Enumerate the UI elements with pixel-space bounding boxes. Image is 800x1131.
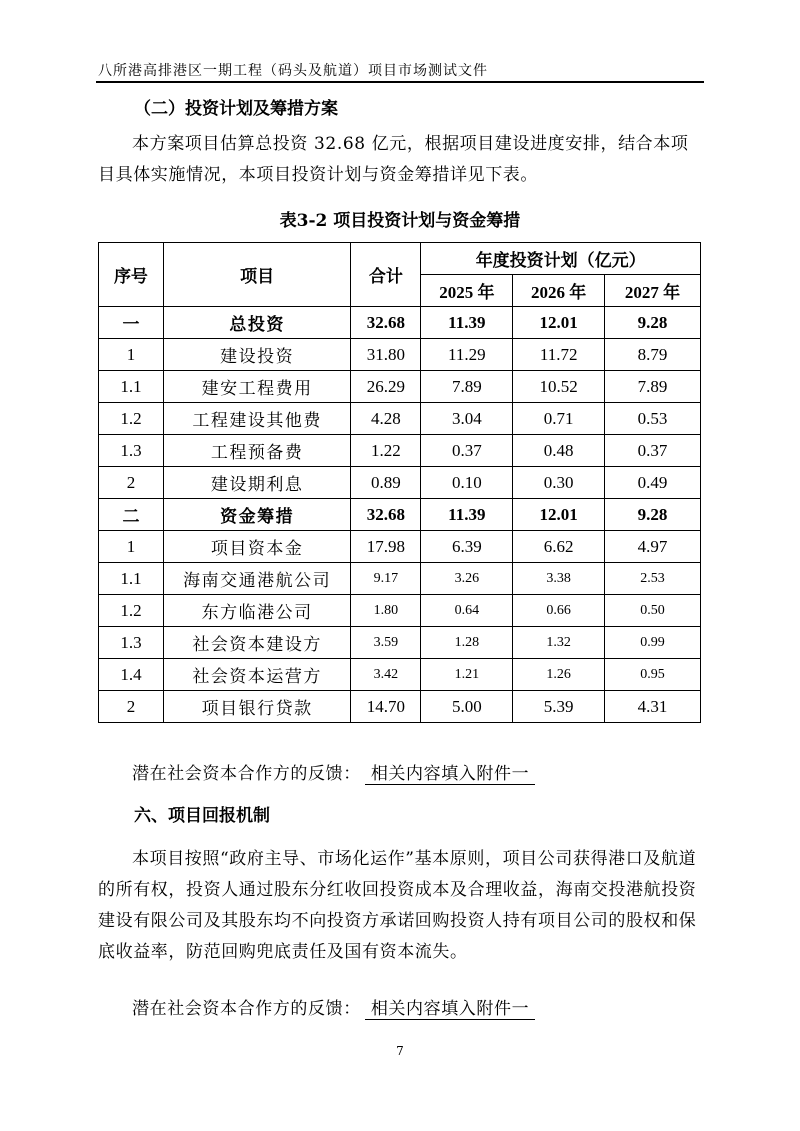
- cell-2027: 7.89: [605, 371, 701, 403]
- table-row: [99, 499, 701, 531]
- cell-2026: 3.38: [513, 563, 605, 595]
- table-row: [99, 595, 701, 627]
- cell-item: 建设期利息: [163, 467, 351, 499]
- cell-2026: 0.30: [513, 467, 605, 499]
- section-heading-return-mechanism: 六、项目回报机制: [134, 806, 270, 826]
- cell-2026: 11.72: [513, 339, 605, 371]
- table-row: [99, 563, 701, 595]
- cell-2025: 6.39: [421, 531, 513, 563]
- cell-2027: 2.53: [605, 563, 701, 595]
- table-caption: 表3-2 项目投资计划与资金筹措: [279, 211, 521, 231]
- table-row: [99, 403, 701, 435]
- cell-2026: 0.48: [513, 435, 605, 467]
- cell-no: 1: [99, 531, 164, 563]
- cell-2025: 11.29: [421, 339, 513, 371]
- cell-total: 9.17: [351, 563, 421, 595]
- cell-2027: 0.95: [605, 659, 701, 691]
- table-row: [99, 435, 701, 467]
- feedback-label: 潜在社会资本合作方的反馈：: [132, 999, 361, 1019]
- cell-no: 二: [99, 499, 164, 531]
- cell-total: 1.22: [351, 435, 421, 467]
- cell-2027: 0.99: [605, 627, 701, 659]
- cell-no: 1.3: [99, 435, 164, 467]
- header-no: 序号: [99, 243, 164, 307]
- cell-no: 1.3: [99, 627, 164, 659]
- cell-2025: 7.89: [421, 371, 513, 403]
- cell-total: 26.29: [351, 371, 421, 403]
- cell-no: 2: [99, 467, 164, 499]
- cell-no: 2: [99, 691, 164, 723]
- header-item: 项目: [163, 243, 351, 307]
- cell-item: 工程预备费: [163, 435, 351, 467]
- table-row: [99, 371, 701, 403]
- cell-no: 1.2: [99, 595, 164, 627]
- table-row: [99, 467, 701, 499]
- investment-paragraph: 本方案项目估算总投资 32.68 亿元，根据项目建设进度安排，结合本项目具体实施情况，本项目投资计划与资金筹措详见下表。: [98, 134, 689, 185]
- cell-item: 社会资本运营方: [163, 659, 351, 691]
- page-number: 7: [396, 1044, 404, 1058]
- cell-item: 工程建设其他费: [163, 403, 351, 435]
- cell-item: 总投资: [163, 307, 351, 339]
- table-row: [99, 339, 701, 371]
- cell-2026: 6.62: [513, 531, 605, 563]
- cell-2025: 0.10: [421, 467, 513, 499]
- cell-item: 海南交通港航公司: [163, 563, 351, 595]
- cell-total: 4.28: [351, 403, 421, 435]
- cell-no: 1.2: [99, 403, 164, 435]
- investment-table: [98, 242, 701, 723]
- cell-2026: 0.66: [513, 595, 605, 627]
- cell-no: 1: [99, 339, 164, 371]
- cell-total: 32.68: [351, 499, 421, 531]
- header-rule: [96, 81, 704, 83]
- header-total: 合计: [351, 243, 421, 307]
- header-2025: 2025 年: [421, 275, 513, 307]
- cell-total: 1.80: [351, 595, 421, 627]
- cell-2025: 3.04: [421, 403, 513, 435]
- cell-total: 3.59: [351, 627, 421, 659]
- cell-2026: 12.01: [513, 307, 605, 339]
- cell-item: 建安工程费用: [163, 371, 351, 403]
- cell-2027: 0.37: [605, 435, 701, 467]
- cell-item: 资金筹措: [163, 499, 351, 531]
- feedback-fill-field: 相关内容填入附件一: [365, 759, 535, 785]
- cell-2026: 5.39: [513, 691, 605, 723]
- table-row: [99, 531, 701, 563]
- cell-2025: 3.26: [421, 563, 513, 595]
- cell-total: 32.68: [351, 307, 421, 339]
- cell-item: 东方临港公司: [163, 595, 351, 627]
- cell-2025: 1.21: [421, 659, 513, 691]
- table-header-row: [99, 243, 701, 275]
- cell-2025: 1.28: [421, 627, 513, 659]
- cell-2027: 0.49: [605, 467, 701, 499]
- feedback-fill-field: 相关内容填入附件一: [365, 994, 535, 1020]
- cell-2026: 1.26: [513, 659, 605, 691]
- cell-no: 一: [99, 307, 164, 339]
- header-2026: 2026 年: [513, 275, 605, 307]
- cell-2027: 4.31: [605, 691, 701, 723]
- cell-total: 17.98: [351, 531, 421, 563]
- cell-2027: 8.79: [605, 339, 701, 371]
- cell-item: 项目资本金: [163, 531, 351, 563]
- cell-2027: 0.53: [605, 403, 701, 435]
- table-row: [99, 659, 701, 691]
- cell-2026: 1.32: [513, 627, 605, 659]
- cell-2025: 0.64: [421, 595, 513, 627]
- cell-item: 建设投资: [163, 339, 351, 371]
- feedback-label: 潜在社会资本合作方的反馈：: [132, 764, 361, 784]
- table-row: [99, 627, 701, 659]
- cell-item: 社会资本建设方: [163, 627, 351, 659]
- feedback-line-2: [132, 994, 535, 1020]
- cell-2025: 11.39: [421, 307, 513, 339]
- cell-2026: 0.71: [513, 403, 605, 435]
- cell-total: 0.89: [351, 467, 421, 499]
- cell-no: 1.1: [99, 563, 164, 595]
- running-header: 八所港高排港区一期工程（码头及航道）项目市场测试文件: [98, 63, 488, 79]
- table-row: [99, 307, 701, 339]
- header-2027: 2027 年: [605, 275, 701, 307]
- cell-2025: 11.39: [421, 499, 513, 531]
- cell-2025: 0.37: [421, 435, 513, 467]
- cell-no: 1.4: [99, 659, 164, 691]
- cell-2026: 12.01: [513, 499, 605, 531]
- section-heading-investment-plan: （二）投资计划及筹措方案: [134, 99, 338, 119]
- cell-2025: 5.00: [421, 691, 513, 723]
- cell-2026: 10.52: [513, 371, 605, 403]
- feedback-line-1: [132, 759, 535, 785]
- header-annual-plan: 年度投资计划（亿元）: [421, 243, 701, 275]
- cell-no: 1.1: [99, 371, 164, 403]
- cell-total: 14.70: [351, 691, 421, 723]
- cell-2027: 9.28: [605, 499, 701, 531]
- return-paragraph: 本项目按照“政府主导、市场化运作”基本原则，项目公司获得港口及航道的所有权，投资人通过股东分红收回投资成本及合理收益，海南交投港航投资建设有限公司及其股东均不向投资方承诺回购投资人持有项目公司的股权和保底收益率，防范回购兜底责任及国有资本流失。: [98, 849, 697, 962]
- table-row: [99, 691, 701, 723]
- cell-2027: 0.50: [605, 595, 701, 627]
- cell-item: 项目银行贷款: [163, 691, 351, 723]
- cell-2027: 9.28: [605, 307, 701, 339]
- cell-total: 3.42: [351, 659, 421, 691]
- cell-total: 31.80: [351, 339, 421, 371]
- cell-2027: 4.97: [605, 531, 701, 563]
